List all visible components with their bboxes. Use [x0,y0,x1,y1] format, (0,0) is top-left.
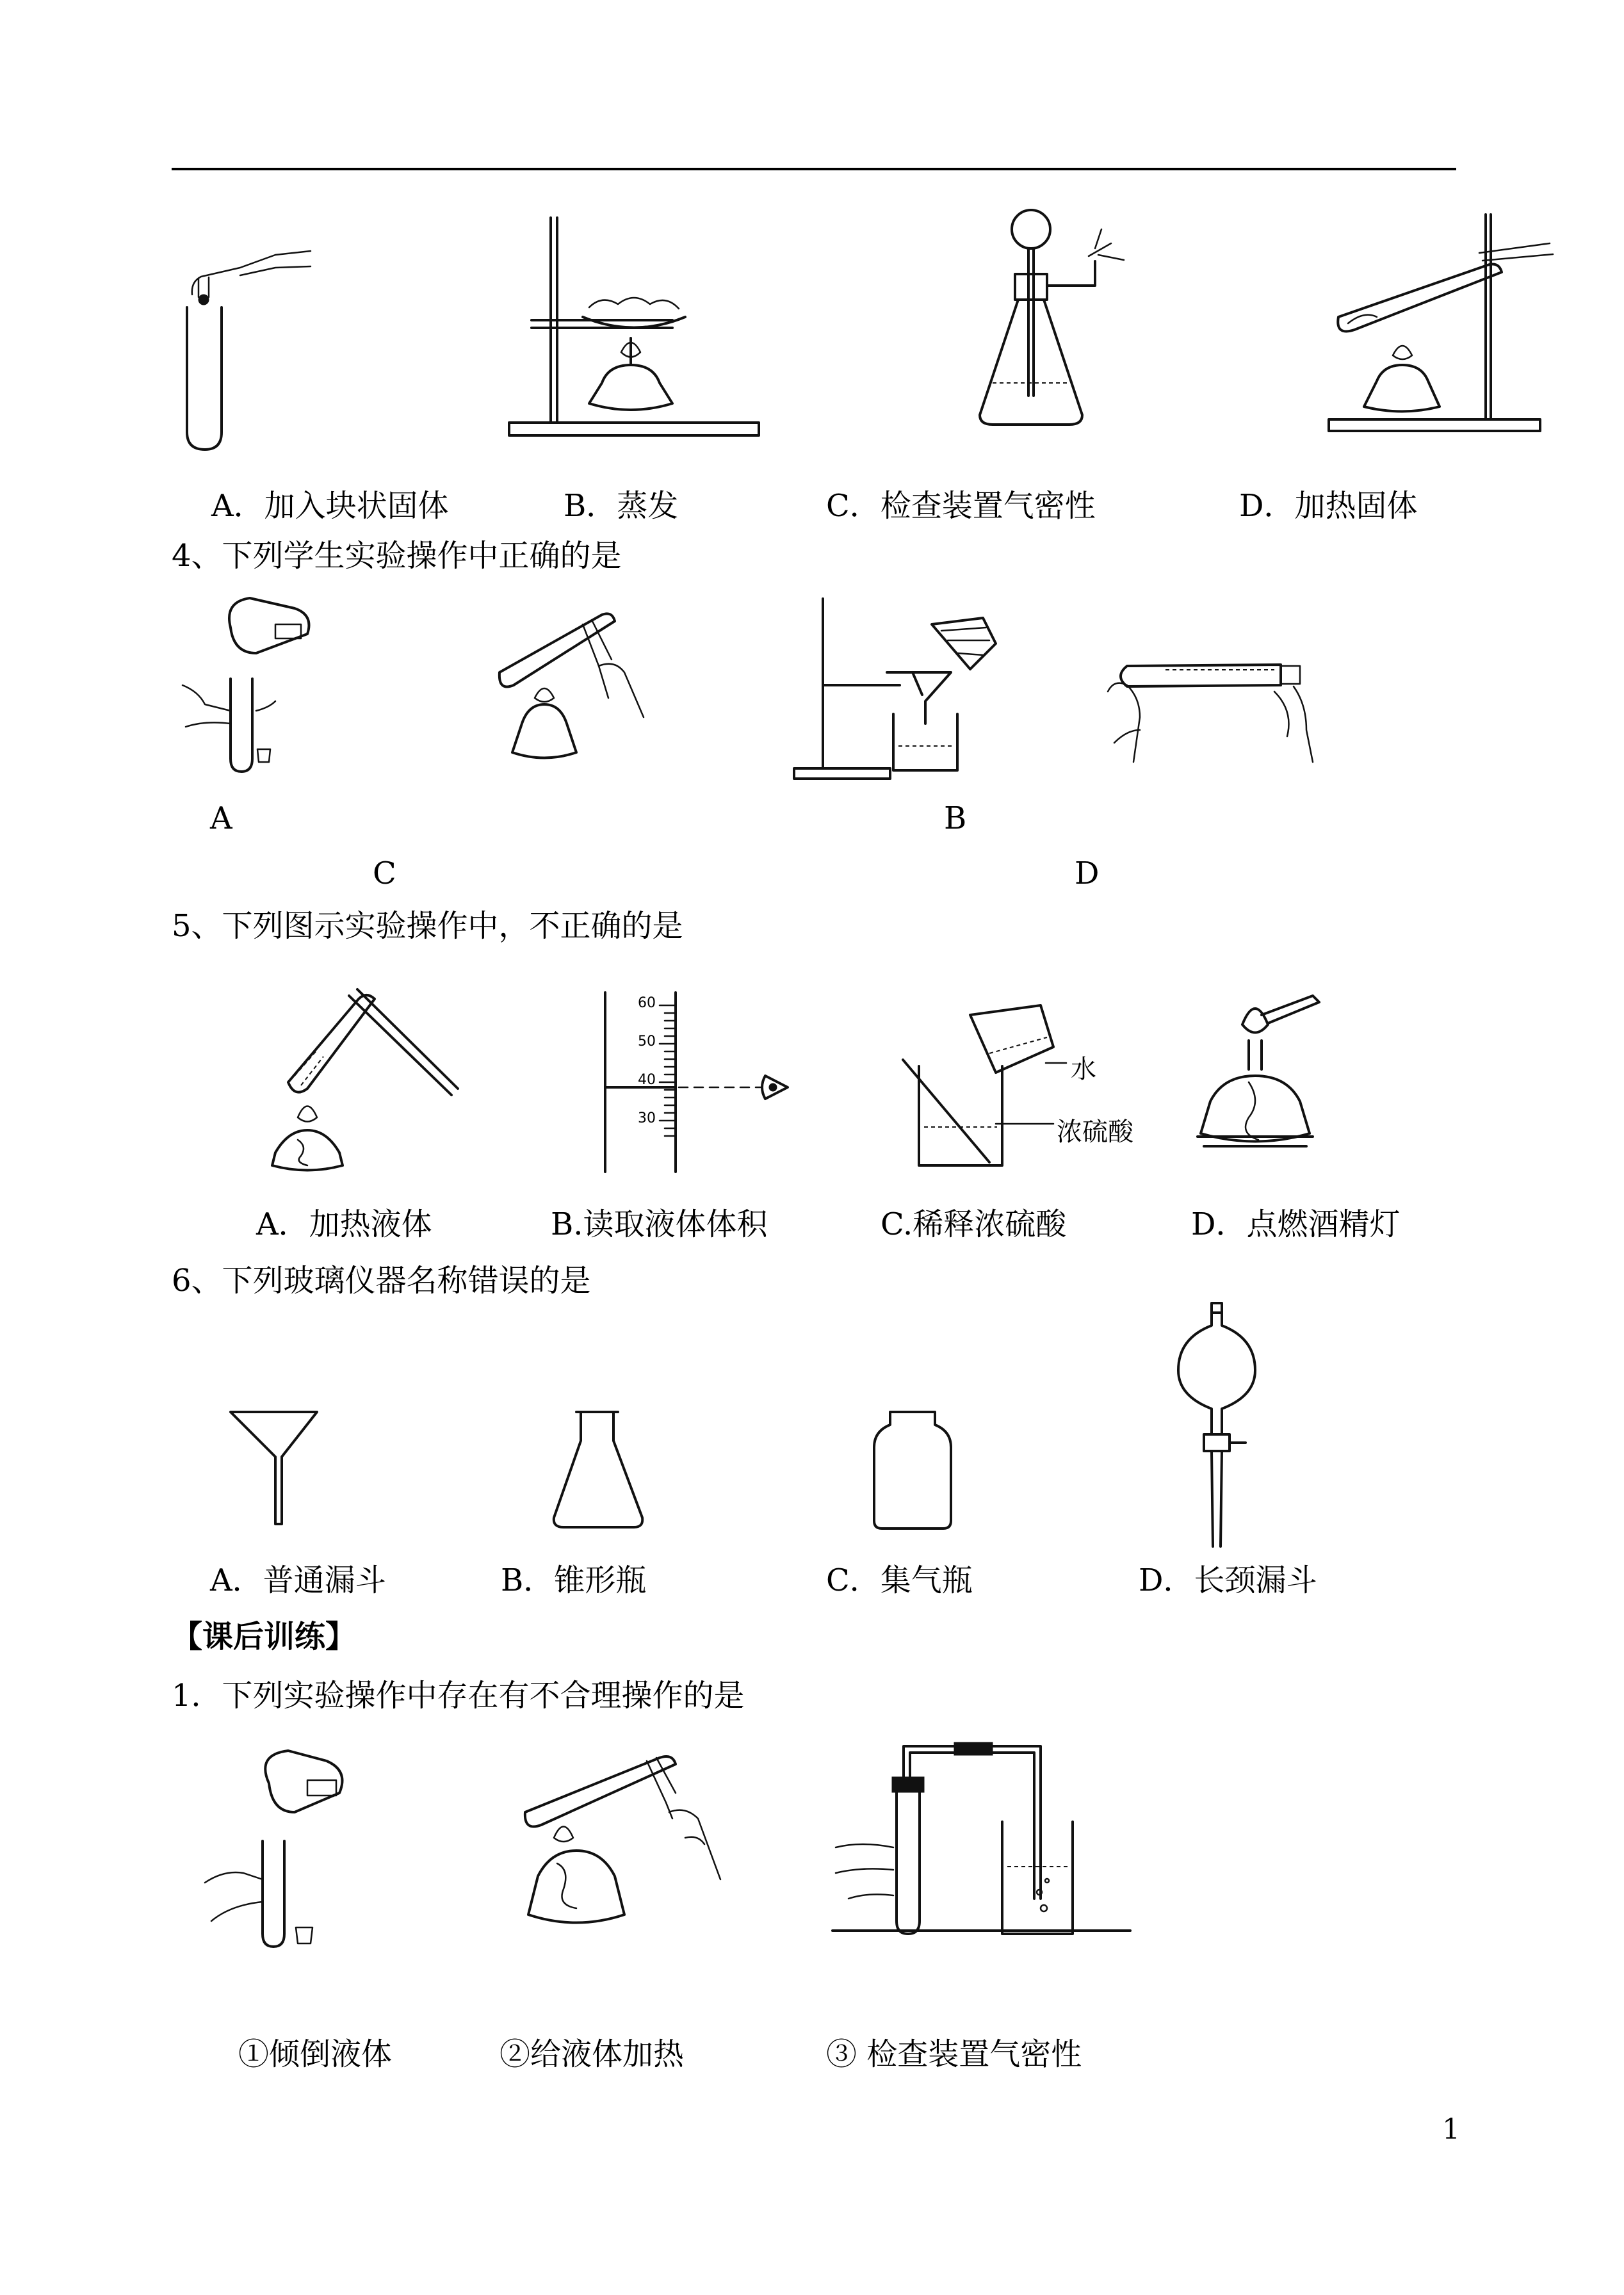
page-number: 1 [1442,2113,1460,2146]
figure-add-solid [179,218,327,455]
q3-caption-a: A．加入块状固体 [211,488,449,524]
q4-label-b: B [944,800,967,836]
cylinder-tick-40: 40 [638,1072,656,1088]
q4-label-a: A [210,800,232,836]
q6-caption-c: C．集气瓶 [826,1562,973,1598]
figure-funnel [227,1406,323,1534]
after-class-caption-3: ③ 检查装置气密性 [826,2036,1082,2072]
after-class-caption-1: ①倾倒液体 [238,2036,393,2072]
figure-filtration [791,592,1047,784]
figure-heat-tube-q4 [487,596,653,781]
cylinder-tick-60: 60 [638,995,656,1011]
q5-caption-d: D．点燃酒精灯 [1191,1206,1401,1242]
q6-caption-b: B．锥形瓶 [501,1562,647,1598]
q4-question: 4、下列学生实验操作中正确的是 [172,538,622,574]
figure-airtightness-check [973,204,1146,447]
figure-heat-liquid-2 [512,1742,730,1947]
figure-evaporation [506,211,762,448]
q5-caption-b: B.读取液体体积 [551,1206,768,1242]
after-class-question-1: 1．下列实验操作中存在有不合理操作的是 [172,1678,745,1714]
after-class-caption-2: ②给液体加热 [499,2036,685,2072]
figure-shake-tube [1101,640,1332,781]
figure-heat-liquid [263,980,467,1185]
after-class-heading: 【课后训练】 [172,1619,357,1655]
figure-separatory-funnel [1172,1300,1262,1550]
figure-airtightness-check-2 [829,1739,1137,1937]
q4-label-c: C [373,856,396,891]
figure-light-lamp [1185,980,1351,1178]
figure-read-volume [589,980,800,1178]
q6-caption-a: A．普通漏斗 [210,1562,386,1598]
q5-question: 5、下列图示实验操作中，不正确的是 [172,908,683,944]
cylinder-tick-50: 50 [638,1034,656,1050]
q5-caption-c: C.稀释浓硫酸 [881,1206,1067,1242]
label-water: 水 [1071,1055,1096,1084]
label-conc-sulfuric-acid: 浓硫酸 [1057,1117,1133,1147]
figure-heat-solid [1326,208,1582,445]
figure-conical-flask [548,1406,650,1534]
q4-label-d: D [1075,856,1100,891]
q6-question: 6、下列玻璃仪器名称错误的是 [172,1263,591,1299]
figure-pour-liquid-2 [199,1742,365,1953]
q3-caption-d: D．加热固体 [1239,488,1418,524]
header-rule [172,168,1456,170]
figure-gas-jar [868,1406,957,1534]
q6-caption-d: D．长颈漏斗 [1139,1562,1317,1598]
figure-pour-liquid [179,589,346,775]
cylinder-tick-30: 30 [638,1110,656,1126]
q5-caption-a: A．加热液体 [256,1206,432,1242]
q3-caption-c: C．检查装置气密性 [826,488,1096,524]
q3-caption-b: B．蒸发 [564,488,679,524]
